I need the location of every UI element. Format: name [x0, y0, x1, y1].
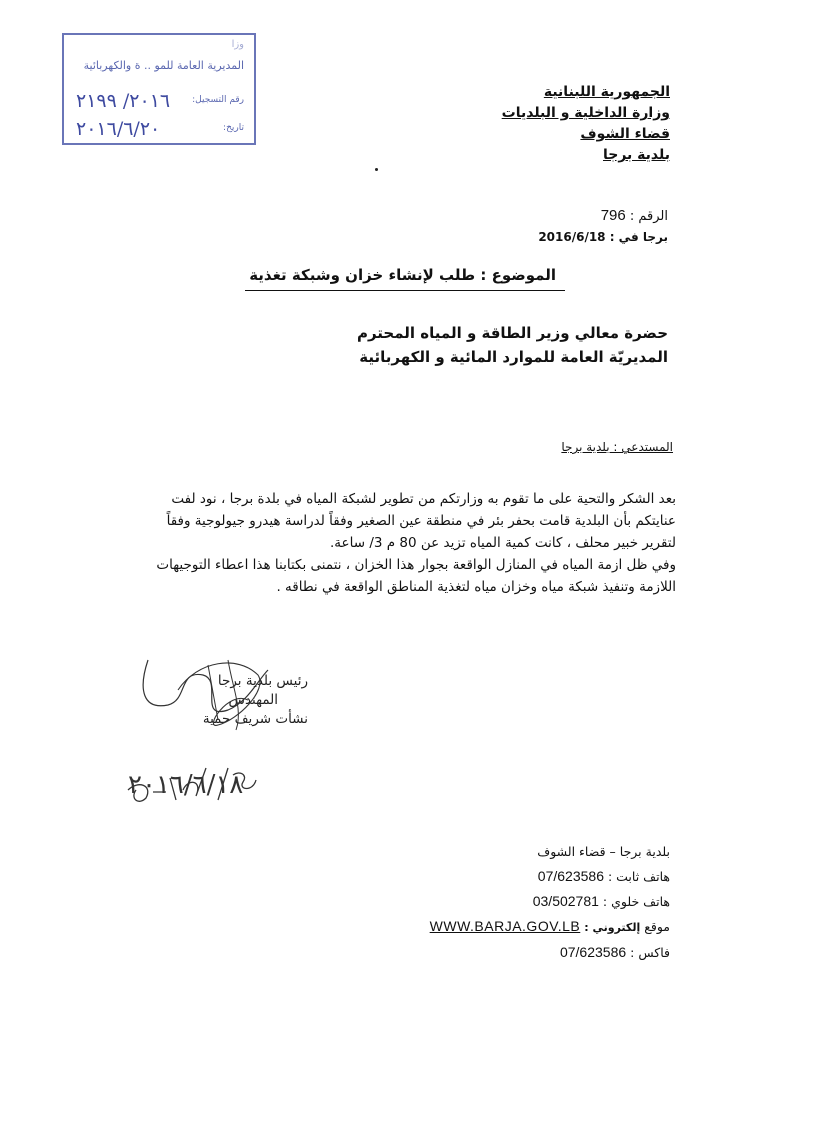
signature-title: رئيس بلدية برجا	[217, 673, 308, 689]
contact-mobile	[430, 889, 670, 914]
website-link[interactable]: WWW.BARJA.GOV.LB	[429, 918, 581, 934]
addressee-minister: حضرة معالي وزير الطاقة و المياه المحترم	[356, 324, 668, 342]
stamp-date-label: تاريخ:	[223, 123, 244, 133]
letterhead-ministry: وزارة الداخلية و البلديات	[501, 105, 670, 121]
stamp-ministry: وزا	[231, 39, 244, 50]
handwritten-date: ٢٠١٦/٦/١٨	[128, 770, 244, 800]
website-label-b: إلكتروني :	[584, 921, 641, 934]
subject-underline	[245, 290, 565, 291]
letterhead-district: قضاء الشوف	[580, 126, 670, 142]
contact-block	[430, 840, 670, 965]
fax-value: 07/623586	[559, 944, 627, 960]
letter-body	[132, 488, 676, 598]
website-label-a: موقع	[644, 919, 670, 934]
letterhead	[502, 82, 670, 166]
subject-line: الموضوع : طلب لإنشاء خزان وشبكة تغذية	[249, 266, 556, 284]
addressee-block	[357, 321, 668, 369]
letterhead-republic: الجمهورية اللبنانية	[543, 84, 670, 100]
fax-label: فاكس :	[630, 945, 670, 960]
contact-address: بلدية برجا – قضاء الشوف	[537, 844, 670, 859]
signature-role: المهندس	[228, 692, 278, 708]
reference-number-label: الرقم :	[629, 209, 668, 224]
body-paragraph-1: بعد الشكر والتحية على ما تقوم به وزارتكم من تطوير لشبكة المياه في بلدة برجا ، نود لفت عنايتكم بأن البلدية قامت بحفر بئر في منطقة عين الصغير وفقاً لدراسة هيدرو جيولوجية وفقاً لتقرير خبير محلف ، كانت كمية المياه تزيد عن 80 م 3/ ساعة.	[166, 491, 676, 551]
stamp-department: المديرية العامة للمو .. ة والكهربائية	[83, 59, 244, 72]
body-paragraph-2: وفي ظل ازمة المياه في المنازل الواقعة بجوار هذا الخزان ، نتمنى بكتابنا هذا اعطاء التوجيهات اللازمة وتنفيذ شبكة مياه وخزان مياه لتغذية المناطق الواقعة في نطاقه .	[156, 557, 676, 595]
mobile-label: هاتف خلوي :	[602, 894, 670, 909]
reference-block	[538, 205, 668, 248]
scan-speck	[375, 168, 378, 171]
signature-name: نشأت شريف حمية	[202, 711, 308, 727]
received-stamp	[62, 33, 256, 145]
contact-fax	[430, 940, 670, 965]
stamp-reg-value: ٢٠١٦/ ٢١٩٩	[76, 90, 171, 112]
reference-number: 796	[600, 207, 626, 224]
stamp-date-value: ٢٠١٦/٦/٢٠	[76, 118, 161, 140]
contact-landline	[430, 864, 670, 889]
stamp-reg-label: رقم التسجيل:	[192, 95, 244, 105]
contact-website	[430, 914, 670, 940]
landline-label: هاتف ثابت :	[607, 869, 670, 884]
mobile-value: 03/502781	[532, 893, 599, 909]
addressee-directorate: المديريّة العامة للموارد المائية و الكهربائية	[359, 348, 668, 366]
reference-date: برجا في : 2016/6/18	[538, 230, 668, 244]
letterhead-municipality: بلدية برجا	[603, 147, 670, 163]
applicant-line: المستدعي : بلدية برجا	[561, 440, 673, 454]
landline-value: 07/623586	[537, 868, 604, 884]
